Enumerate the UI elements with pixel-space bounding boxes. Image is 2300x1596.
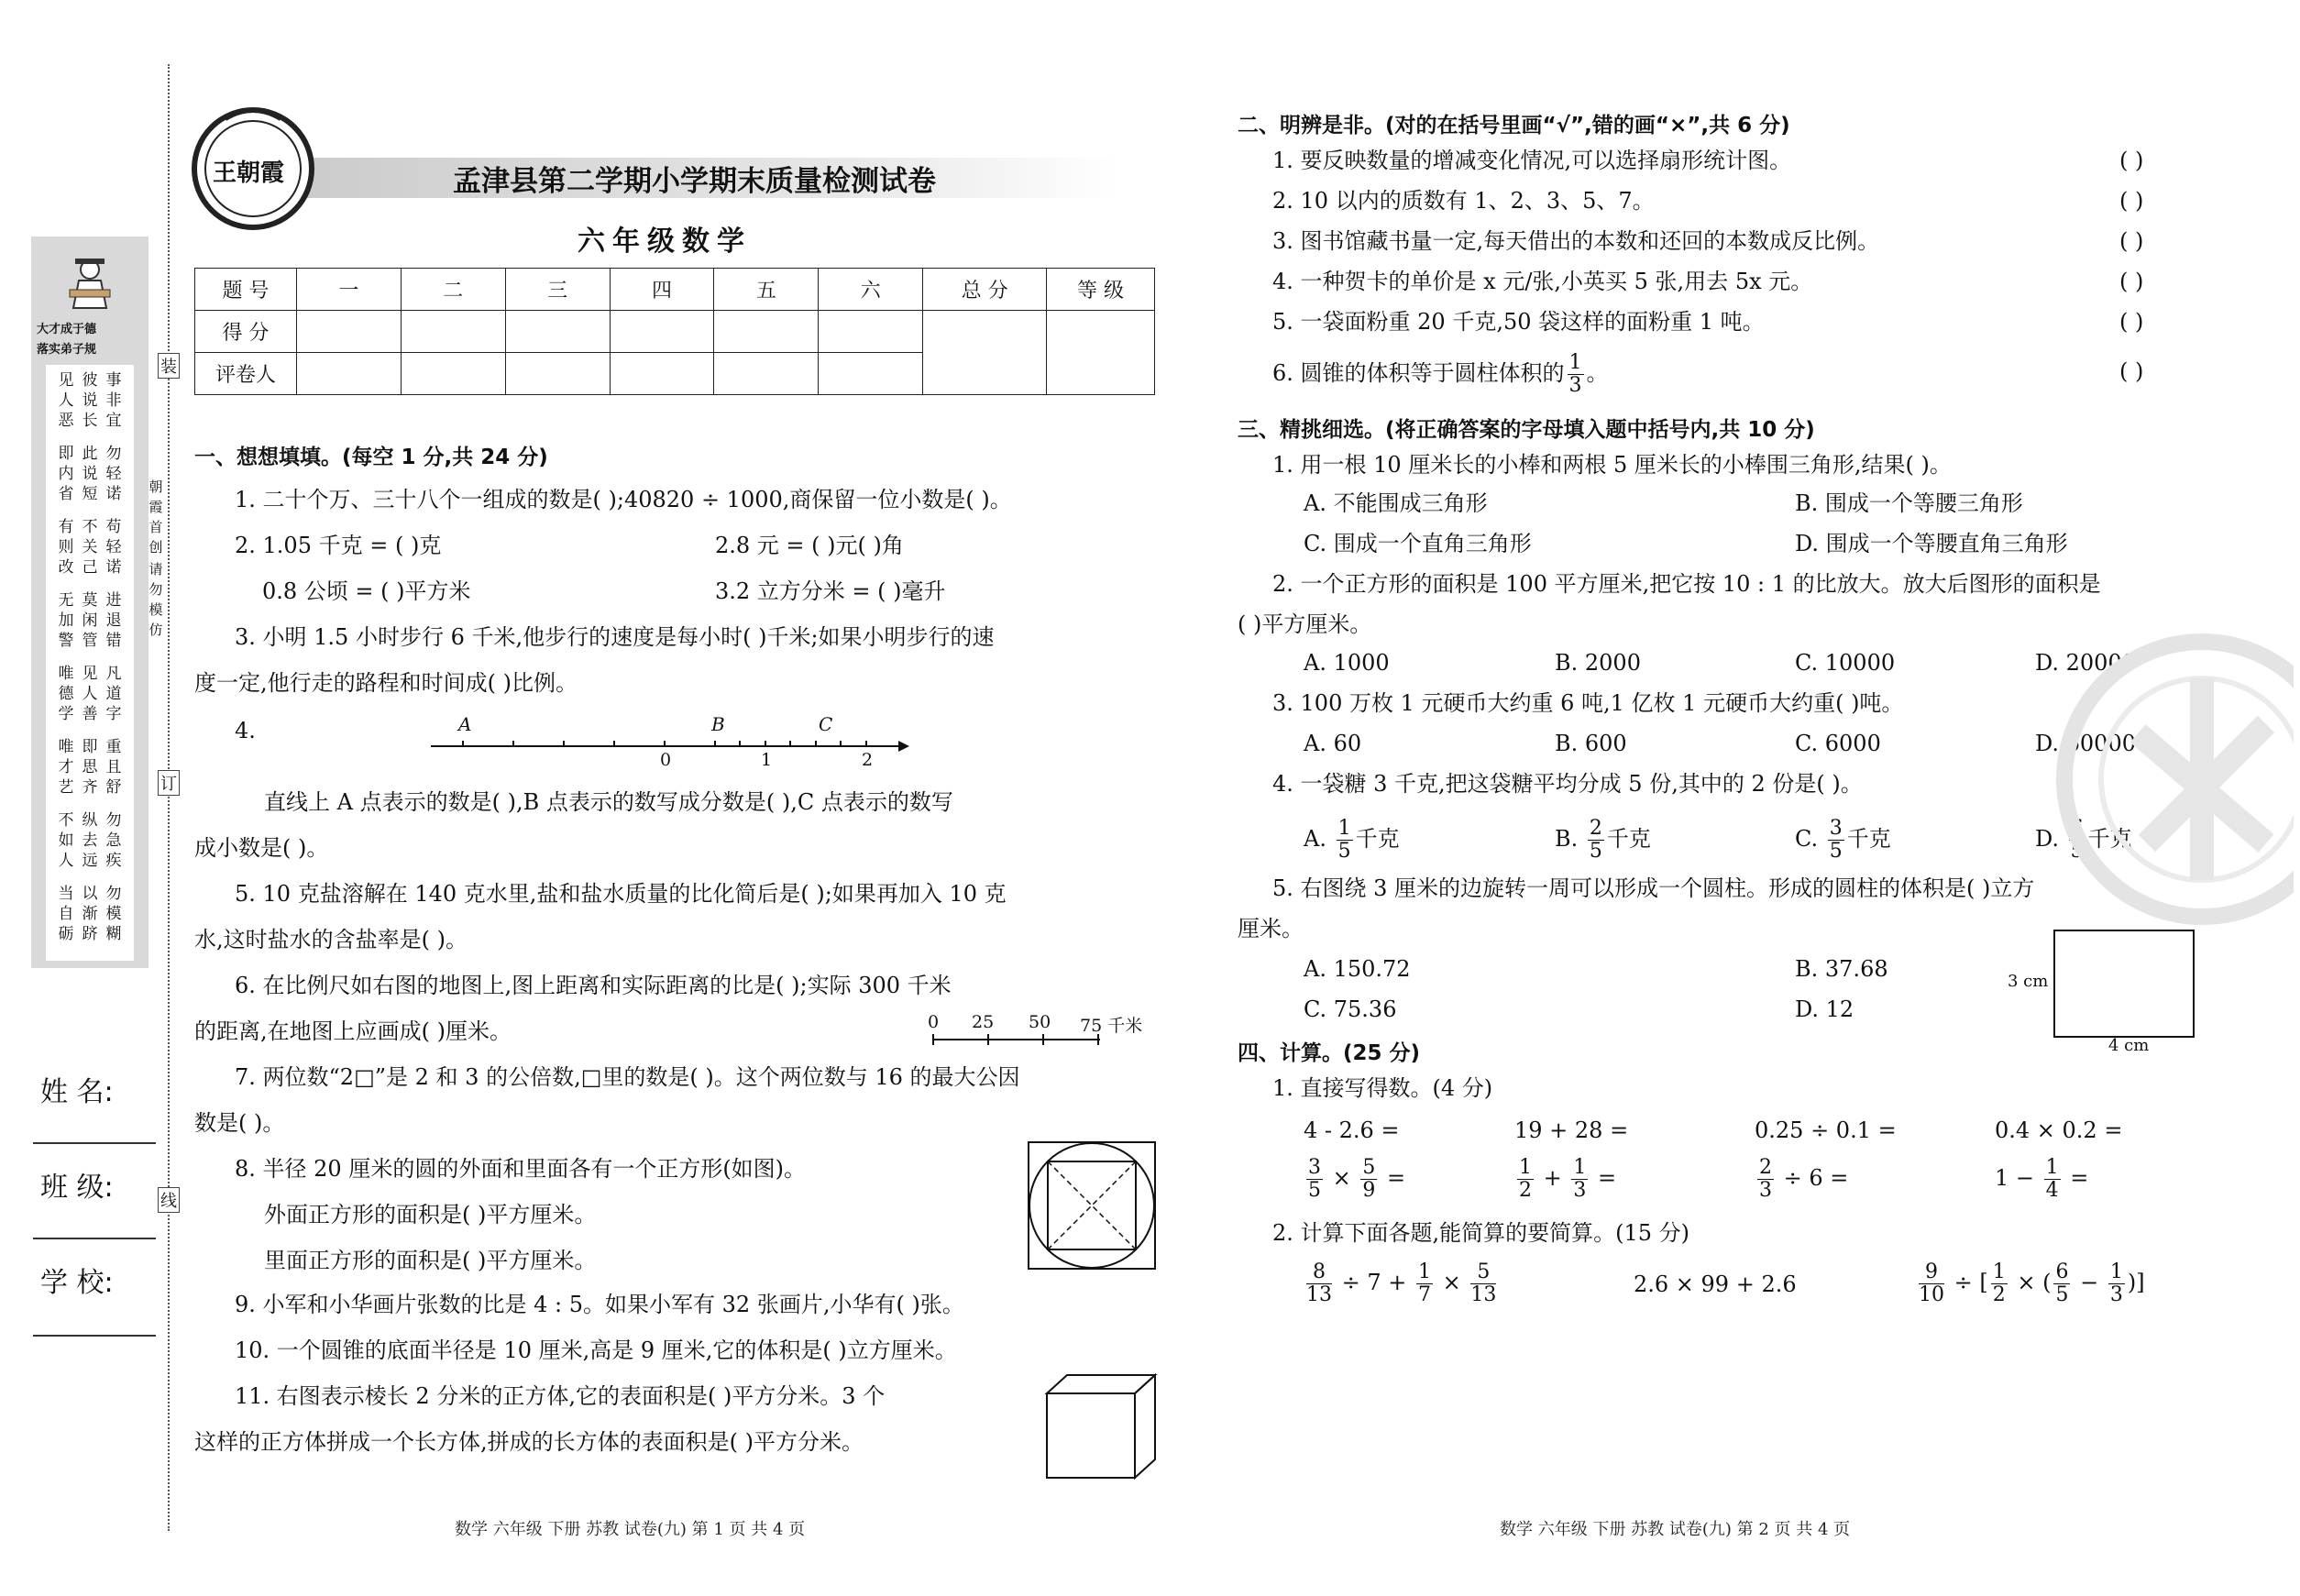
rectangle-figure xyxy=(2053,930,2195,1038)
class-field[interactable] xyxy=(33,1238,156,1239)
q1-11b: 这样的正方体拼成一个长方体,拼成的长方体的表面积是( )平方分米。 xyxy=(194,1429,864,1455)
q1-7b: 数是( )。 xyxy=(194,1110,285,1136)
rule-col: 以渐跻 xyxy=(82,885,98,943)
rule-col: 无加警 xyxy=(58,591,74,650)
exam-subject: 六年级数学 xyxy=(578,226,752,258)
mc-option[interactable]: A. 150.72 xyxy=(1304,956,1411,982)
fraction xyxy=(2053,1261,2070,1306)
numerator: 1 xyxy=(1519,1156,1532,1179)
rule-col: 莫闲管 xyxy=(82,591,98,650)
rule-col: 当自砺 xyxy=(58,885,74,943)
brand-logo xyxy=(189,103,317,231)
numerator: 1 xyxy=(2045,1156,2059,1179)
rule-col: 勿模糊 xyxy=(105,885,122,943)
rules-sidebar xyxy=(31,237,149,968)
score-header: 题 号 xyxy=(195,269,297,311)
q1-2a: 2. 1.05 千克 = ( )克 xyxy=(235,533,442,558)
rule-col: 即思齐 xyxy=(82,738,98,797)
q1-2c: 0.8 公顷 = ( )平方米 xyxy=(262,578,471,604)
mc-q1: 1. 用一根 10 厘米长的小棒和两根 5 厘米长的小棒围三角形,结果( )。 xyxy=(1272,452,1952,478)
brand-name: 王朝霞 xyxy=(213,160,285,187)
tick-label: 1 xyxy=(761,750,773,770)
rule-col: 唯才艺 xyxy=(58,738,74,797)
rule-col: 有则改 xyxy=(58,518,74,577)
rule-col: 即内省 xyxy=(58,445,74,503)
rect-bottom-label: 4 cm xyxy=(2108,1036,2150,1055)
slogan-bottom: 落实弟子规 xyxy=(37,343,97,357)
q1-6a: 6. 在比例尺如右图的地图上,图上距离和实际距离的比是( );实际 300 千米 xyxy=(235,973,952,998)
denominator: 5 xyxy=(1308,1179,1321,1202)
point-a-label: A xyxy=(458,713,472,735)
option-unit: 千克 xyxy=(2087,826,2132,852)
q1-3a: 3. 小明 1.5 小时步行 6 千米,他步行的速度是每小时( )千米;如果小明步行的速 xyxy=(235,624,995,650)
grade-cell[interactable] xyxy=(1047,311,1155,395)
rule-col: 事非宜 xyxy=(105,371,122,430)
mc-q3: 3. 100 万枚 1 元硬币大约重 6 吨,1 亿枚 1 元硬币大约重( )吨。 xyxy=(1272,690,1904,716)
score-header: 二 xyxy=(401,269,505,311)
cube-figure xyxy=(1043,1371,1159,1481)
mc-option[interactable]: B. 2000 xyxy=(1555,650,1641,676)
q1-10: 10. 一个圆锥的底面半径是 10 厘米,高是 9 厘米,它的体积是( )立方厘米。 xyxy=(235,1337,957,1363)
rule-col: 凡道字 xyxy=(105,665,122,723)
denominator: 13 xyxy=(1470,1283,1497,1306)
mc-option[interactable]: A. 60 xyxy=(1304,731,1362,756)
fraction xyxy=(1568,352,1584,397)
point-c-label: C xyxy=(819,713,833,735)
mc-option[interactable]: D. 围成一个等腰直角三角形 xyxy=(1795,531,2068,556)
denominator: 5 xyxy=(1589,840,1602,863)
numerator: 5 xyxy=(1362,1156,1376,1179)
rule-col: 不如人 xyxy=(58,811,74,870)
numerator: 1 xyxy=(1418,1260,1432,1283)
scale-label: 25 xyxy=(972,1012,995,1032)
denominator: 3 xyxy=(1573,1179,1587,1202)
tf-item-6-end: 。 xyxy=(1586,360,1609,386)
denominator: 5 xyxy=(2055,1283,2069,1306)
denominator: 2 xyxy=(1519,1179,1532,1202)
binding-mark: 线 xyxy=(158,1187,180,1213)
footer-page-1: 数学 六年级 下册 苏教 试卷(九) 第 1 页 共 4 页 xyxy=(455,1520,806,1539)
score-header: 三 xyxy=(505,269,610,311)
tf-item-6 xyxy=(1272,352,1609,397)
circle-square-figure xyxy=(1027,1140,1157,1271)
rule-col: 勿轻诺 xyxy=(105,445,122,503)
q1-2d: 3.2 立方分米 = ( )毫升 xyxy=(715,578,946,604)
mc-option[interactable] xyxy=(1795,818,1891,863)
fraction xyxy=(1306,1261,1332,1306)
rule-col: 进退错 xyxy=(105,591,122,650)
mc-q4: 4. 一袋糖 3 千克,把这袋糖平均分成 5 份,其中的 2 份是( )。 xyxy=(1272,771,1863,797)
numerator: 3 xyxy=(1308,1156,1321,1179)
numerator: 1 xyxy=(1573,1156,1587,1179)
denominator: 3 xyxy=(2109,1283,2123,1306)
scale-label: 50 xyxy=(1029,1012,1051,1032)
oral-calc-frac: $\frac{1}{2}$ + $\frac{1}{3}$ = xyxy=(1519,1156,1617,1202)
numerator: 1 xyxy=(1337,817,1351,840)
grader-cell[interactable] xyxy=(610,353,714,395)
mc-option[interactable]: A. 1000 xyxy=(1304,650,1390,676)
mc-option[interactable]: C. 围成一个直角三角形 xyxy=(1304,531,1532,556)
mc-option[interactable]: C. 10000 xyxy=(1795,650,1896,676)
denominator: 5 xyxy=(1829,840,1843,863)
mc-option[interactable]: D. 60000 xyxy=(2035,731,2136,756)
watermark-seal-icon xyxy=(2028,623,2294,926)
fraction xyxy=(1517,1157,1534,1202)
exam-title: 孟津县第二学期小学期末质量检测试卷 xyxy=(453,165,936,198)
score-cell[interactable] xyxy=(714,311,819,353)
mc-q2b: ( )平方厘米。 xyxy=(1238,611,1372,637)
score-header: 五 xyxy=(714,269,819,311)
denominator: 7 xyxy=(1418,1283,1432,1306)
answer-bracket[interactable]: ( ) xyxy=(2119,188,2144,214)
option-unit: 千克 xyxy=(1606,826,1651,852)
calc-expr-3: $\frac{9}{10}$ ÷ [ $\frac{1}{2}$ × ( $\frac{6}{5}$ − $\frac{1}{3}$ )] xyxy=(1919,1260,2145,1306)
mc-option[interactable]: D. 12 xyxy=(1795,996,1854,1022)
score-header: 四 xyxy=(610,269,714,311)
binding-mark: 订 xyxy=(158,770,180,796)
fraction xyxy=(1991,1261,2008,1306)
part1-heading: 一、想想填填。(每空 1 分,共 24 分) xyxy=(194,446,548,469)
tf-item-5: 5. 一袋面粉重 20 千克,50 袋这样的面粉重 1 吨。 xyxy=(1272,309,1765,335)
score-table xyxy=(194,268,1155,395)
mc-option[interactable]: C. 75.36 xyxy=(1304,996,1397,1022)
denominator: 13 xyxy=(1306,1283,1332,1306)
mc-q2a: 2. 一个正方形的面积是 100 平方厘米,把它按 10 : 1 的比放大。放大后图形的面积是 xyxy=(1272,571,2101,597)
fraction xyxy=(1757,1157,1774,1202)
oral-calc-frac: $\frac{3}{5}$ × $\frac{5}{9}$ = xyxy=(1308,1156,1406,1202)
q1-3b: 度一定,他行走的路程和时间成( )比例。 xyxy=(194,670,578,696)
rule-col: 见人善 xyxy=(82,665,98,723)
q1-9: 9. 小军和小华画片张数的比是 4 : 5。如果小军有 32 张画片,小华有( )张。 xyxy=(235,1292,964,1317)
numerator: 1 xyxy=(2109,1260,2123,1283)
numerator: 1 xyxy=(1568,351,1582,374)
rule-col: 不关己 xyxy=(82,518,98,577)
rule-col: 此说短 xyxy=(82,445,98,503)
score-header: 等 级 xyxy=(1047,269,1155,311)
oral-calc: 0.4 × 0.2 = xyxy=(1995,1117,2123,1143)
grader-cell[interactable] xyxy=(714,353,819,395)
school-label: 学 校: xyxy=(40,1267,114,1299)
answer-bracket[interactable]: ( ) xyxy=(2119,148,2144,173)
option-letter: C. xyxy=(1795,826,1819,852)
q1-4a: 直线上 A 点表示的数是( ),B 点表示的数写成分数是( ),C 点表示的数写 xyxy=(264,789,953,815)
rule-col: 苟轻诺 xyxy=(105,518,122,577)
answer-bracket[interactable]: ( ) xyxy=(2119,358,2144,384)
grader-row-label: 评卷人 xyxy=(195,353,297,395)
part3-heading: 三、精挑细选。(将正确答案的字母填入题中括号内,共 10 分) xyxy=(1238,418,1815,442)
calc-expr-1: $\frac{8}{13}$ ÷ 7 + $\frac{1}{7}$ × $\frac{5}{13}$ xyxy=(1306,1260,1497,1306)
oral-calc: 0.25 ÷ 0.1 = xyxy=(1755,1117,1897,1143)
mc-option[interactable]: A. 不能围成三角形 xyxy=(1304,490,1488,516)
q1-7a: 7. 两位数“2□”是 2 和 3 的公倍数,□里的数是( )。这个两位数与 16 的最大公因 xyxy=(235,1064,1020,1090)
total-cell[interactable] xyxy=(923,311,1047,395)
oral-calc: 19 + 28 = xyxy=(1514,1117,1629,1143)
score-cell[interactable] xyxy=(819,311,923,353)
mc-option[interactable] xyxy=(1304,818,1400,863)
fraction xyxy=(1588,818,1604,863)
scale-label: 0 xyxy=(928,1012,940,1032)
answer-bracket[interactable]: ( ) xyxy=(2119,269,2144,294)
slogan-top: 大才成于德 xyxy=(37,323,97,336)
school-field[interactable] xyxy=(33,1335,156,1337)
copyright-note: 朝霞首创 xyxy=(149,479,163,556)
tick-label: 0 xyxy=(660,750,672,770)
rule-col: 见人恶 xyxy=(58,371,74,430)
q1-6b: 的距离,在地图上应画成( )厘米。 xyxy=(194,1018,512,1044)
option-unit: 千克 xyxy=(1355,826,1400,852)
q1-8a: 外面正方形的面积是( )平方厘米。 xyxy=(264,1202,597,1227)
name-field[interactable] xyxy=(33,1142,156,1144)
map-scale-bar xyxy=(926,1032,1109,1047)
mc-option[interactable]: B. 37.68 xyxy=(1795,956,1888,982)
footer-page-2: 数学 六年级 下册 苏教 试卷(九) 第 2 页 共 4 页 xyxy=(1500,1520,1851,1539)
name-label: 姓 名: xyxy=(40,1076,114,1108)
rule-col: 彼说长 xyxy=(82,371,98,430)
tf-item-3: 3. 图书馆藏书量一定,每天借出的本数和还回的本数成反比例。 xyxy=(1272,228,1880,254)
mc-q5a: 5. 右图绕 3 厘米的边旋转一周可以形成一个圆柱。形成的圆柱的体积是( )立方 xyxy=(1272,875,2035,901)
q1-8b: 里面正方形的面积是( )平方厘米。 xyxy=(264,1248,597,1273)
mc-q5b: 厘米。 xyxy=(1238,916,1304,941)
numerator: 6 xyxy=(2055,1260,2069,1283)
score-cell[interactable] xyxy=(296,311,401,353)
fraction xyxy=(1306,1157,1323,1202)
calc-s1: 1. 直接写得数。(4 分) xyxy=(1272,1075,1493,1101)
numerator: 3 xyxy=(1829,817,1843,840)
fraction xyxy=(1919,1261,1944,1306)
part2-heading: 二、明辨是非。(对的在括号里画“√”,错的画“×”,共 6 分) xyxy=(1238,114,1790,138)
point-b-label: B xyxy=(711,713,725,735)
score-cell[interactable] xyxy=(401,311,505,353)
calc-s2: 2. 计算下面各题,能简算的要简算。(15 分) xyxy=(1272,1220,1690,1246)
option-letter: D. xyxy=(2035,826,2060,852)
q1-1: 1. 二十个万、三十八个一组成的数是( );40820 ÷ 1000,商保留一位小数是( )。 xyxy=(235,487,1012,512)
denominator: 3 xyxy=(1568,374,1582,397)
oral-calc-frac: $\frac{2}{3}$ ÷ 6 = xyxy=(1759,1156,1849,1202)
q1-8: 8. 半径 20 厘米的圆的外面和里面各有一个正方形(如图)。 xyxy=(235,1156,807,1182)
q1-4b: 成小数是( )。 xyxy=(194,835,329,861)
fraction xyxy=(1360,1157,1377,1202)
q1-5a: 5. 10 克盐溶解在 140 克水里,盐和盐水质量的比化简后是( );如果再加入 10 克 xyxy=(235,881,1007,907)
q1-4: 4. xyxy=(235,718,256,743)
tick-label: 2 xyxy=(862,750,874,770)
class-label: 班 级: xyxy=(40,1172,114,1204)
fraction xyxy=(2044,1157,2061,1202)
fraction xyxy=(1337,818,1353,863)
calc-expr-2: 2.6 × 99 + 2.6 xyxy=(1634,1271,1797,1297)
tf-item-6-text: 6. 圆锥的体积等于圆柱体积的 xyxy=(1272,360,1565,386)
rule-col: 重且舒 xyxy=(105,738,122,797)
mc-option[interactable] xyxy=(1555,818,1651,863)
grader-cell[interactable] xyxy=(296,353,401,395)
answer-bracket[interactable]: ( ) xyxy=(2119,228,2144,254)
score-row-label: 得 分 xyxy=(195,311,297,353)
grader-cell[interactable] xyxy=(505,353,610,395)
denominator: 4 xyxy=(2045,1179,2059,1202)
mc-option[interactable]: B. 600 xyxy=(1555,731,1627,756)
tf-item-4: 4. 一种贺卡的单价是 x 元/张,小英买 5 张,用去 5x 元。 xyxy=(1272,269,1813,294)
fraction xyxy=(1416,1261,1433,1306)
numerator: 1 xyxy=(1992,1260,2006,1283)
denominator: 5 xyxy=(1337,840,1351,863)
rule-col: 勿急疾 xyxy=(105,811,122,870)
answer-bracket[interactable]: ( ) xyxy=(2119,309,2144,335)
q1-11a: 11. 右图表示棱长 2 分米的正方体,它的表面积是( )平方分米。3 个 xyxy=(235,1383,886,1409)
q1-5b: 水,这时盐水的含盐率是( )。 xyxy=(194,927,468,952)
denominator: 3 xyxy=(1759,1179,1772,1202)
rules-columns xyxy=(46,365,134,961)
binding-mark: 装 xyxy=(158,353,180,379)
numerator: 9 xyxy=(1919,1261,1944,1284)
grader-cell[interactable] xyxy=(819,353,923,395)
option-letter: A. xyxy=(1304,826,1326,852)
part4-heading: 四、计算。(25 分) xyxy=(1238,1041,1421,1065)
scale-label: 75 千米 xyxy=(1080,1016,1143,1036)
rule-col: 唯德学 xyxy=(58,665,74,723)
score-cell[interactable] xyxy=(505,311,610,353)
mc-option[interactable]: D. 20000 xyxy=(2035,650,2136,676)
fraction xyxy=(1571,1157,1588,1202)
tf-item-2: 2. 10 以内的质数有 1、2、3、5、7。 xyxy=(1272,188,1655,214)
q1-2b: 2.8 元 = ( )元( )角 xyxy=(715,533,904,558)
grader-cell[interactable] xyxy=(401,353,505,395)
numerator: 8 xyxy=(1306,1261,1332,1284)
denominator: 5 xyxy=(2070,840,2084,863)
numerator: 5 xyxy=(1470,1261,1496,1284)
copyright-note: 请勿模仿 xyxy=(149,561,163,638)
scholar-icon xyxy=(62,255,117,310)
fraction xyxy=(1470,1261,1496,1306)
score-header: 总 分 xyxy=(923,269,1047,311)
rect-side-label: 3 cm xyxy=(2008,972,2049,991)
fraction xyxy=(1828,818,1844,863)
numerator: 2 xyxy=(1759,1156,1772,1179)
mc-option[interactable]: B. 围成一个等腰三角形 xyxy=(1795,490,2023,516)
oral-calc-frac: 1 − $\frac{1}{4}$ = xyxy=(1995,1156,2089,1202)
fraction xyxy=(2108,1261,2125,1306)
denominator: 10 xyxy=(1919,1283,1944,1306)
numerator: 6 xyxy=(2070,817,2084,840)
rule-col: 纵去远 xyxy=(82,811,98,870)
score-header: 六 xyxy=(819,269,923,311)
option-unit: 千克 xyxy=(1846,826,1891,852)
option-letter: B. xyxy=(1555,826,1579,852)
binding-dashed-line xyxy=(168,64,170,1531)
denominator: 9 xyxy=(1362,1179,1376,1202)
denominator: 2 xyxy=(1992,1283,2006,1306)
numerator: 2 xyxy=(1589,817,1602,840)
oral-calc: 4 - 2.6 = xyxy=(1304,1117,1400,1143)
score-cell[interactable] xyxy=(610,311,714,353)
mc-option[interactable]: C. 6000 xyxy=(1795,731,1881,756)
score-header: 一 xyxy=(296,269,401,311)
tf-item-1: 1. 要反映数量的增减变化情况,可以选择扇形统计图。 xyxy=(1272,148,1792,173)
